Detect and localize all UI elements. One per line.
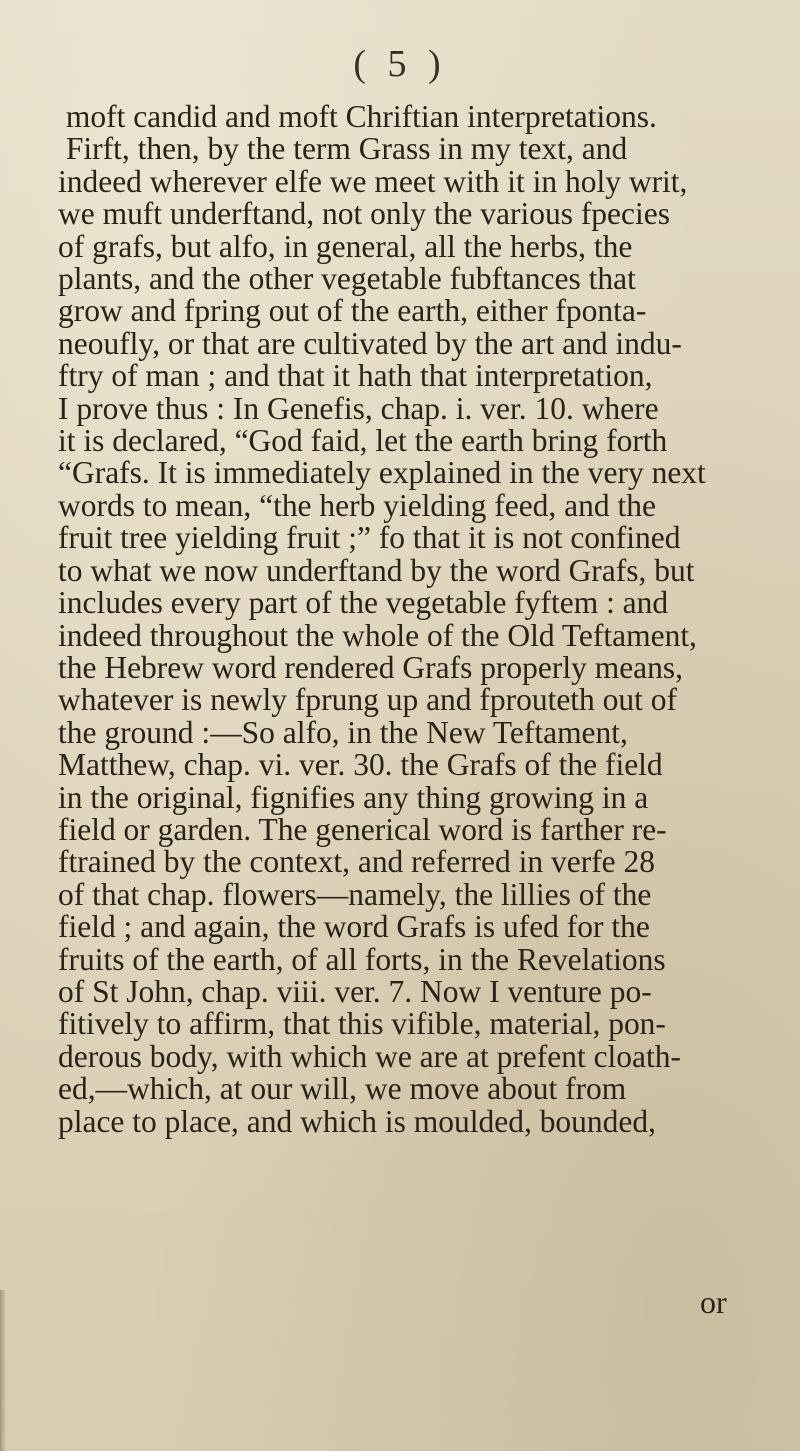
text-line: “Grafs. It is immediately explained in the very next xyxy=(58,454,706,491)
text-line: whatever is newly fprung up and fprouteth out of xyxy=(58,681,677,718)
text-line: includes every part of the vegetable fyftem : and xyxy=(58,584,669,621)
text-line: the Hebrew word rendered Grafs properly means, xyxy=(58,648,684,685)
text-line: ftry of man ; and that it hath that interpretation, xyxy=(58,357,653,394)
text-line: Firft, then, by the term Grass in my text, and xyxy=(65,130,628,167)
page-number: ( 5 ) xyxy=(353,43,447,85)
text-line: moft candid and moft Chriftian interpretations. xyxy=(65,98,657,134)
text-line: indeed throughout the whole of the Old Teftament, xyxy=(58,616,697,653)
text-line: to what we now underftand by the word Grafs, but xyxy=(58,551,695,588)
catchword: or xyxy=(700,1284,727,1320)
text-line: ed,—which, at our will, we move about from xyxy=(58,1070,627,1107)
text-line: fruit tree yielding fruit ;” fo that it is not confined xyxy=(58,519,681,556)
text-line: indeed wherever elfe we meet with it in holy writ, xyxy=(58,162,688,199)
text-line: field ; and again, the word Grafs is ufed for the xyxy=(58,908,650,945)
text-line: Matthew, chap. vi. ver. 30. the Grafs of the field xyxy=(58,746,663,783)
text-line: plants, and the other vegetable fubftances that xyxy=(58,260,636,297)
text-line: fitively to affirm, that this vifible, material, pon- xyxy=(58,1005,666,1042)
text-line: of St John, chap. viii. ver. 7. Now I venture po- xyxy=(58,972,652,1009)
text-line: I prove thus : In Genefis, chap. i. ver. 10. where xyxy=(58,389,659,426)
text-line: fruits of the earth, of all forts, in the Revelations xyxy=(58,940,666,977)
text-line: ftrained by the context, and referred in verfe 28 xyxy=(58,843,655,880)
text-line: words to mean, “the herb yielding feed, and the xyxy=(58,486,656,523)
text-line: neoufly, or that are cultivated by the art and indu- xyxy=(58,324,682,361)
text-line: we muft underftand, not only the various fpecies xyxy=(58,195,670,232)
text-line: of grafs, but alfo, in general, all the herbs, the xyxy=(58,227,633,264)
text-line: grow and fpring out of the earth, either fponta- xyxy=(58,292,647,329)
text-line: in the original, fignifies any thing growing in a xyxy=(58,778,649,815)
page-edge-shadow xyxy=(0,1290,6,1451)
text-line: of that chap. flowers—namely, the lillies of the xyxy=(58,875,652,912)
text-line: it is declared, “God faid, let the earth bring forth xyxy=(58,422,668,459)
text-line: place to place, and which is moulded, bounded, xyxy=(58,1102,656,1139)
text-line: derous body, with which we are at prefent cloath- xyxy=(58,1037,681,1074)
text-line: the ground :—So alfo, in the New Teftament, xyxy=(58,713,628,750)
text-line: field or garden. The generical word is farther re- xyxy=(58,810,667,847)
body-text xyxy=(58,100,800,1137)
